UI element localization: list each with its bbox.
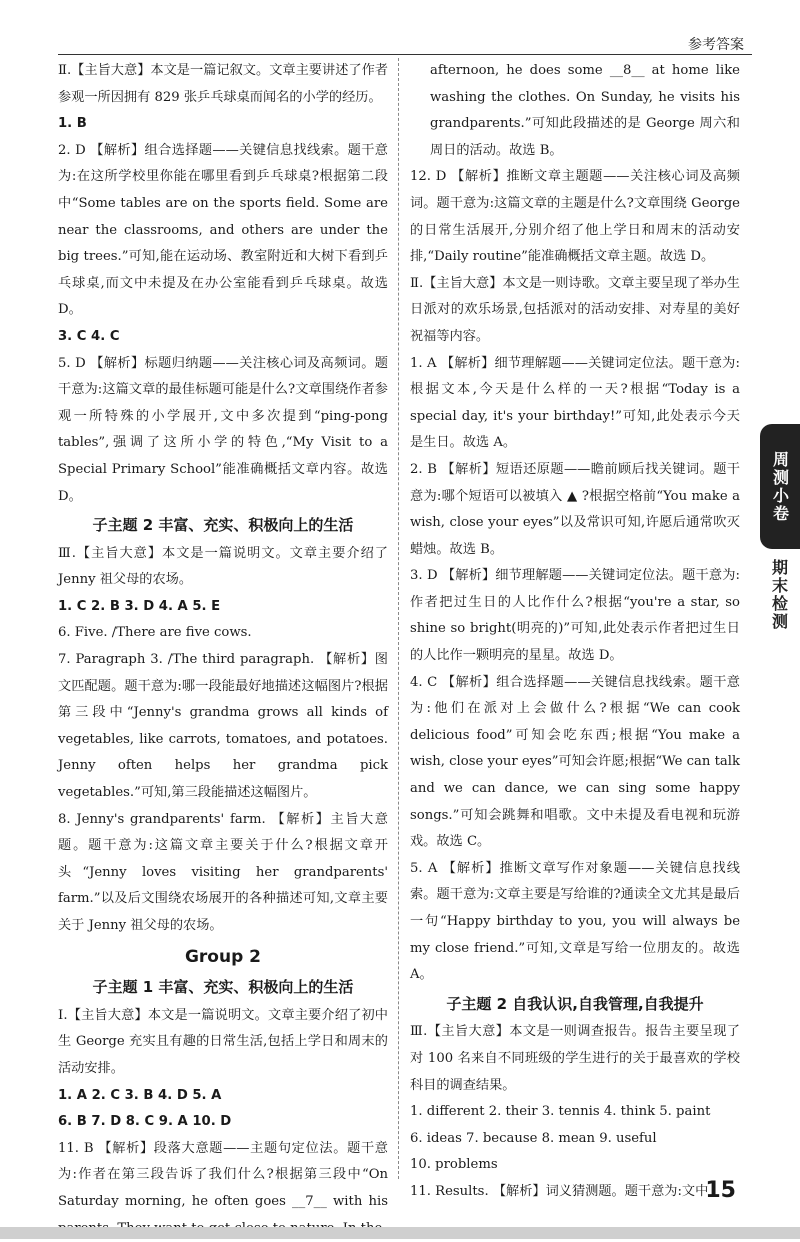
column-divider [398,58,399,1179]
answer-paragraph: 5. A 【解析】推断文章写作对象题——关键信息找线索。题干意为:文章主要是写给谁的?通读全文尤其是最后一句“Happy birthday to you, you will always be my close friend.”可知,文章是写给一位朋友的。故选 A。 [410,860,740,983]
right-column [410,58,740,1206]
subtopic-heading: 子主题 1 丰富、充实、积极向上的生活 [92,978,354,997]
answer-paragraph: 8. Jenny's grandparents' farm. 【解析】主旨大意题。题干意为:这篇文章主要关于什么?根据文章开头“Jenny loves visiting her grandparents' farm.”以及后文围绕农场展开的各种描述可知,文章主要关于 Jenny 祖父母的农场。 [58,811,388,933]
page-header-title: 参考答案 [688,37,744,53]
answer-paragraph: Ⅱ.【主旨大意】本文是一则诗歌。文章主要呈现了举办生日派对的欢乐场景,包括派对的活动安排、对寿星的美好祝福等内容。 [410,275,740,344]
answer-paragraph: 6. ideas 7. because 8. mean 9. useful [410,1130,657,1146]
answer-paragraph: 6. Five. /There are five cows. [58,625,252,641]
answer-paragraph: Ⅲ.【主旨大意】本文是一则调查报告。报告主要呈现了对 100 名来自不同班级的学生进行的关于最喜欢的学校科目的调查结果。 [410,1024,740,1093]
answer-row: 3. C 4. C [58,328,120,344]
answer-paragraph: afternoon, he does some __8__ at home like washing the clothes. On Sunday, he visits his grandparents.”可知此段描述的是 George 周六和周日的活动。故选 B。 [430,63,740,158]
group-heading: Group 2 [184,946,262,967]
answer-paragraph: 2. D 【解析】组合选择题——关键信息找线索。题干意为:在这所学校里你能在哪里看到乒乓球桌?根据第二段中“Some tables are on the sports field. Some are near the classrooms, and others are under the big trees.”可知,能在运动场、教室附近和大树下看到乒乓球桌,而文中未提及在办公室能看到乒乓球桌。故选 D。 [58,142,388,318]
answer-paragraph: 5. D 【解析】标题归纳题——关注核心词及高频词。题干意为:这篇文章的最佳标题可能是什么?文章围绕作者参观一所特殊的小学展开,文中多次提到“ping-pong tables”,强调了这所小学的特色,“My Visit to a Special Primary School”能准确概括文章内容。故选 D。 [58,355,388,504]
answer-paragraph: 7. Paragraph 3. /The third paragraph. 【解析】图文匹配题。题干意为:哪一段能最好地描述这幅图片?根据第三段中“Jenny's grandma grows all kinds of vegetables, like carrots, tomatoes, and potatoes. Jenny often helps her grandma pick vegetables.”可知,第三段能描述这幅图片。 [58,652,388,801]
answer-paragraph: Ⅲ.【主旨大意】本文是一篇说明文。文章主要介绍了 Jenny 祖父母的农场。 [58,545,388,588]
answer-paragraph: 3. D 【解析】细节理解题——关键词定位法。题干意为:作者把过生日的人比作什么?根据“you're a star, so shine so bright(明亮的)”可知,此处表示作者把过生日的人比作一颗明亮的星星。故选 D。 [410,568,740,664]
header-rule [58,54,752,55]
answer-paragraph: Ⅱ.【主旨大意】本文是一篇记叙文。文章主要讲述了作者参观一所因拥有 829 张乒乓球桌而闻名的小学的经历。 [58,63,388,105]
answer-paragraph: 12. D 【解析】推断文章主题题——关注核心词及高频词。题干意为:这篇文章的主题是什么?文章围绕 George 的日常生活展开,分别介绍了他上学日和周末的活动安排,“Daily routine”能准确概括文章主题。故选 D。 [410,169,740,265]
subtopic-heading: 子主题 2 丰富、充实、积极向上的生活 [92,516,354,535]
answer-paragraph: 1. different 2. their 3. tennis 4. think 5. paint [410,1104,711,1120]
side-tab-weekly[interactable]: 周测小卷 [760,424,800,549]
answer-row: 1. C 2. B 3. D 4. A 5. E [58,598,221,614]
subtopic-heading: 子主题 2 自我认识,自我管理,自我提升 [446,994,704,1013]
answer-paragraph: 2. B 【解析】短语还原题——瞻前顾后找关键词。题干意为:哪个短语可以被填入 ▲ ?根据空格前“You make a wish, close your eyes”以及常识可知,许愿后通常吹灭蜡烛。故选 B。 [410,461,740,557]
answer-row: 6. B 7. D 8. C 9. A 10. D [58,1114,232,1130]
page-number: 15 [705,1178,736,1203]
answer-paragraph: 10. problems [410,1157,498,1173]
answer-paragraph: 4. C 【解析】组合选择题——关键信息找线索。题干意为:他们在派对上会做什么?根据“We can cook delicious food”可知会吃东西;根据“You make a wish, close your eyes”可知会许愿;根据“We can talk and we can dance, we can sing some happy songs.”可知会跳舞和唱歌。文中未提及看电视和玩游戏。故选 C。 [410,674,740,850]
left-column [58,58,388,1242]
answer-row: 1. A 2. C 3. B 4. D 5. A [58,1087,222,1103]
answer-paragraph: 11. B 【解析】段落大意题——主题句定位法。题干意为:作者在第三段告诉了我们什么?根据第三段中“On Saturday morning, he often goes __7__ with his [58,1140,388,1209]
bottom-bar [0,1227,800,1239]
answer-paragraph: 1. A 【解析】细节理解题——关键词定位法。题干意为:根据文本,今天是什么样的一天?根据“Today is a special day, it's your birthday!”可知,此处表示今天是生日。故选 A。 [410,355,740,451]
side-tab-final[interactable]: 期末检测 [769,559,789,631]
answer-paragraph: Ⅰ.【主旨大意】本文是一篇说明文。文章主要介绍了初中生 George 充实且有趣的日常生活,包括上学日和周末的活动安排。 [58,1007,388,1076]
answer-paragraph: 11. Results. 【解析】词义猜测题。题干意为:文中 [410,1183,709,1199]
answer-row: 1. B [58,116,87,132]
